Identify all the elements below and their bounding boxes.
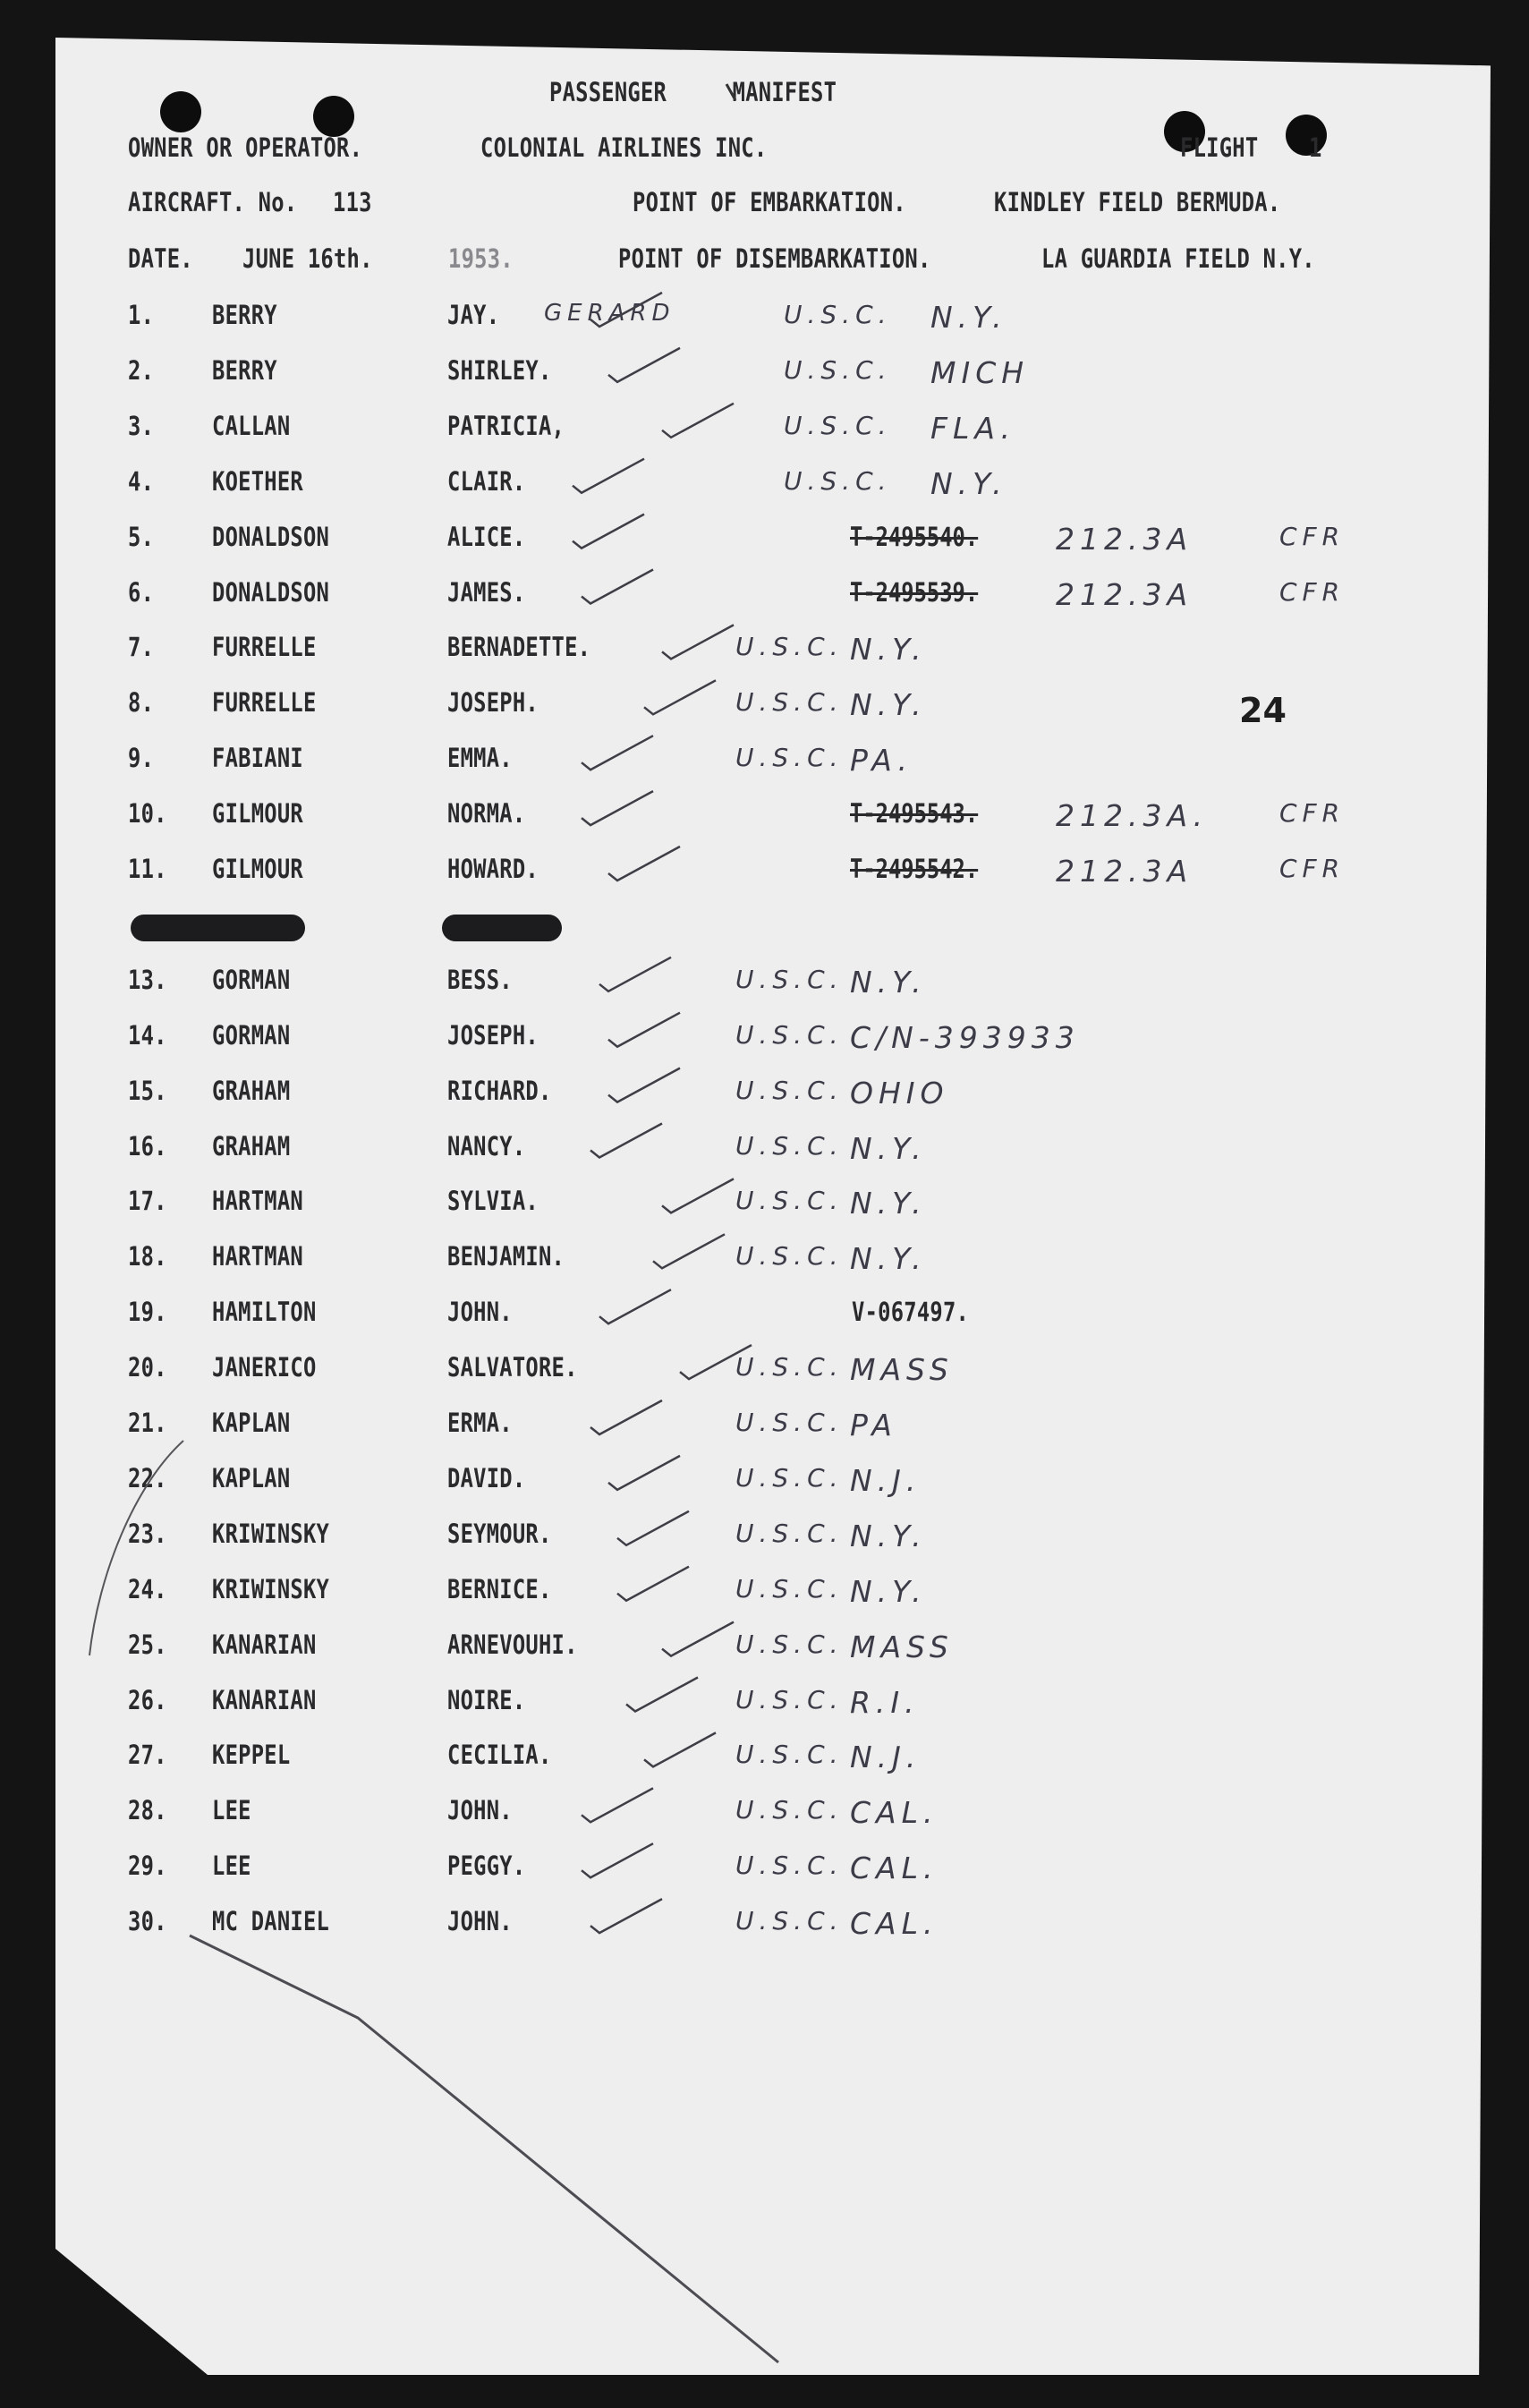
last-name: DONALDSON bbox=[212, 521, 330, 552]
last-name: GRAHAM bbox=[212, 1075, 291, 1106]
first-name: BERNICE. bbox=[447, 1573, 552, 1604]
row-number: 1. bbox=[128, 300, 155, 330]
embarkation-value: KINDLEY FIELD BERMUDA. bbox=[994, 187, 1281, 217]
row-number: 15. bbox=[128, 1075, 167, 1106]
citizenship-note: U.S.C. bbox=[784, 465, 892, 496]
first-name: BESS. bbox=[447, 964, 513, 995]
state-note: FLA. bbox=[930, 410, 1016, 446]
last-name: JANERICO bbox=[212, 1352, 317, 1383]
state-note: OHIO bbox=[850, 1075, 949, 1110]
date-year: 1953. bbox=[448, 243, 514, 274]
citizenship-note: U.S.C. bbox=[735, 1130, 844, 1161]
last-name: MC DANIEL bbox=[212, 1906, 330, 1937]
last-name: BERRY bbox=[212, 300, 277, 330]
last-name: KRIWINSKY bbox=[212, 1518, 330, 1549]
manifest-title: PASSENGER MANIFEST bbox=[549, 77, 837, 107]
owner-label: OWNER OR OPERATOR. bbox=[128, 132, 363, 163]
last-name: GORMAN bbox=[212, 1019, 291, 1051]
row-number: 29. bbox=[128, 1851, 167, 1882]
last-name: KAPLAN bbox=[212, 1408, 291, 1438]
state-note: PA bbox=[850, 1408, 897, 1442]
state-note: N.Y. bbox=[850, 1241, 927, 1277]
first-name: SHIRLEY. bbox=[447, 354, 552, 386]
citizenship-note: U.S.C. bbox=[735, 1075, 844, 1105]
citizenship-note: U.S.C. bbox=[735, 1462, 844, 1493]
state-note: N.Y. bbox=[850, 687, 927, 723]
flight-label: FLIGHT bbox=[1180, 132, 1259, 163]
owner-value: COLONIAL AIRLINES INC. bbox=[480, 132, 768, 163]
embarkation-label: POINT OF EMBARKATION. bbox=[633, 187, 906, 217]
last-name: HARTMAN bbox=[212, 1186, 303, 1217]
last-name: HAMILTON bbox=[212, 1297, 317, 1328]
citizenship-note: U.S.C. bbox=[784, 300, 892, 329]
citizenship-note: U.S.C. bbox=[784, 410, 892, 440]
first-name: JOSEPH. bbox=[447, 1019, 539, 1051]
state-note: R.I. bbox=[850, 1684, 920, 1720]
first-name: ALICE. bbox=[447, 521, 526, 552]
struck-document-number: T-2495543. bbox=[850, 798, 979, 830]
last-name: KANARIAN bbox=[212, 1629, 317, 1660]
cfr-reference: 212.3A bbox=[1056, 576, 1193, 612]
row-number: 19. bbox=[128, 1297, 167, 1328]
state-note: N.Y. bbox=[930, 465, 1007, 501]
state-note: C/N-393933 bbox=[850, 1019, 1080, 1055]
row-number: 21. bbox=[128, 1408, 167, 1438]
first-name: SALVATORE. bbox=[447, 1352, 578, 1383]
state-note: N.Y. bbox=[850, 1573, 927, 1609]
first-name: JOHN. bbox=[447, 1297, 513, 1328]
state-note: CAL. bbox=[850, 1795, 939, 1831]
aircraft-label: AIRCRAFT. No. bbox=[128, 187, 298, 217]
first-name: NANCY. bbox=[447, 1130, 526, 1161]
visa-number: V-067497. bbox=[852, 1297, 970, 1328]
last-name: DONALDSON bbox=[212, 576, 330, 608]
cfr-reference: 212.3A. bbox=[1056, 798, 1209, 834]
redacted-name-bar bbox=[442, 915, 562, 941]
citizenship-note: U.S.C. bbox=[735, 1518, 844, 1548]
last-name: KEPPEL bbox=[212, 1740, 291, 1771]
last-name: KANARIAN bbox=[212, 1684, 317, 1715]
cfr-code: CFR bbox=[1279, 576, 1346, 607]
citizenship-note: U.S.C. bbox=[735, 1573, 844, 1604]
state-note: MASS bbox=[850, 1629, 954, 1664]
state-note: N.Y. bbox=[850, 1518, 927, 1553]
first-name: CECILIA. bbox=[447, 1740, 552, 1771]
struck-document-number: T-2495542. bbox=[850, 854, 979, 884]
first-name: NOIRE. bbox=[447, 1684, 526, 1715]
first-name: RICHARD. bbox=[447, 1075, 552, 1106]
row-number: 10. bbox=[128, 798, 167, 830]
last-name: LEE bbox=[212, 1795, 251, 1826]
last-name: GRAHAM bbox=[212, 1130, 291, 1161]
first-name: ERMA. bbox=[447, 1408, 513, 1438]
citizenship-note: U.S.C. bbox=[784, 354, 892, 385]
citizenship-note: U.S.C. bbox=[735, 1795, 844, 1825]
flight-value: 1 bbox=[1309, 132, 1322, 163]
row-number: 30. bbox=[128, 1906, 167, 1937]
first-name: EMMA. bbox=[447, 743, 513, 774]
handwritten-name-note: GERARD bbox=[544, 300, 675, 327]
citizenship-note: U.S.C. bbox=[735, 1408, 844, 1437]
row-number: 6. bbox=[128, 576, 155, 608]
disembarkation-label: POINT OF DISEMBARKATION. bbox=[618, 243, 931, 274]
row-number: 11. bbox=[128, 854, 167, 884]
citizenship-note: U.S.C. bbox=[735, 1352, 844, 1383]
first-name: DAVID. bbox=[447, 1462, 526, 1493]
citizenship-note: U.S.C. bbox=[735, 1684, 844, 1715]
state-note: N.J. bbox=[850, 1462, 922, 1498]
row-number: 27. bbox=[128, 1740, 167, 1771]
row-number: 17. bbox=[128, 1186, 167, 1217]
cfr-code: CFR bbox=[1279, 854, 1346, 883]
citizenship-note: U.S.C. bbox=[735, 1241, 844, 1272]
citizenship-note: U.S.C. bbox=[735, 1019, 844, 1050]
row-number: 18. bbox=[128, 1241, 167, 1272]
first-name: JAMES. bbox=[447, 576, 526, 608]
row-number: 26. bbox=[128, 1684, 167, 1715]
cfr-code: CFR bbox=[1279, 521, 1346, 551]
struck-document-number: T-2495540. bbox=[850, 521, 979, 552]
state-note: N.Y. bbox=[930, 300, 1007, 335]
citizenship-note: U.S.C. bbox=[735, 1906, 844, 1936]
punch-hole bbox=[313, 96, 354, 137]
state-note: CAL. bbox=[850, 1906, 939, 1942]
first-name: HOWARD. bbox=[447, 854, 539, 884]
last-name: BERRY bbox=[212, 354, 277, 386]
citizenship-note: U.S.C. bbox=[735, 1851, 844, 1881]
last-name: FABIANI bbox=[212, 743, 303, 774]
first-name: BENJAMIN. bbox=[447, 1241, 565, 1272]
aircraft-value: 113 bbox=[333, 187, 372, 217]
date-label: DATE. bbox=[128, 243, 193, 274]
row-number: 8. bbox=[128, 687, 155, 719]
first-name: PATRICIA, bbox=[447, 410, 565, 441]
cfr-reference: 212.3A bbox=[1056, 854, 1193, 889]
disembarkation-value: LA GUARDIA FIELD N.Y. bbox=[1041, 243, 1315, 274]
last-name: GORMAN bbox=[212, 964, 291, 995]
state-note: N.Y. bbox=[850, 1130, 927, 1166]
citizenship-note: U.S.C. bbox=[735, 1629, 844, 1659]
state-note: N.J. bbox=[850, 1740, 922, 1775]
row-number: 24. bbox=[128, 1573, 167, 1604]
row-number: 20. bbox=[128, 1352, 167, 1383]
row-number: 22. bbox=[128, 1462, 167, 1493]
row-number: 7. bbox=[128, 632, 155, 663]
date-value: JUNE 16th. bbox=[242, 243, 373, 274]
first-name: JOHN. bbox=[447, 1906, 513, 1937]
row-number: 23. bbox=[128, 1518, 167, 1549]
citizenship-note: U.S.C. bbox=[735, 964, 844, 994]
first-name: NORMA. bbox=[447, 798, 526, 830]
state-note: N.Y. bbox=[850, 1186, 927, 1221]
state-note: MASS bbox=[850, 1352, 954, 1388]
first-name: PEGGY. bbox=[447, 1851, 526, 1882]
first-name: SYLVIA. bbox=[447, 1186, 539, 1217]
row-number: 13. bbox=[128, 964, 167, 995]
row-number: 9. bbox=[128, 743, 155, 774]
first-name: BERNADETTE. bbox=[447, 632, 591, 663]
citizenship-note: U.S.C. bbox=[735, 632, 844, 662]
corner-page-number: 24 bbox=[1239, 691, 1287, 730]
citizenship-note: U.S.C. bbox=[735, 1740, 844, 1770]
last-name: GILMOUR bbox=[212, 854, 303, 884]
first-name: JOHN. bbox=[447, 1795, 513, 1826]
row-number: 5. bbox=[128, 521, 155, 552]
state-note: MICH bbox=[930, 354, 1030, 390]
row-number: 28. bbox=[128, 1795, 167, 1826]
state-note: CAL. bbox=[850, 1851, 939, 1886]
row-number: 16. bbox=[128, 1130, 167, 1161]
first-name: CLAIR. bbox=[447, 465, 526, 497]
cfr-code: CFR bbox=[1279, 798, 1346, 829]
cfr-reference: 212.3A bbox=[1056, 521, 1193, 557]
last-name: GILMOUR bbox=[212, 798, 303, 830]
first-name: JOSEPH. bbox=[447, 687, 539, 719]
row-number: 14. bbox=[128, 1019, 167, 1051]
first-name: JAY. bbox=[447, 300, 500, 330]
last-name: KRIWINSKY bbox=[212, 1573, 330, 1604]
last-name: FURRELLE bbox=[212, 687, 317, 719]
state-note: N.Y. bbox=[850, 632, 927, 668]
state-note: N.Y. bbox=[850, 964, 927, 1000]
citizenship-note: U.S.C. bbox=[735, 1186, 844, 1216]
redacted-name-bar bbox=[131, 915, 305, 941]
row-number: 2. bbox=[128, 354, 155, 386]
first-name: ARNEVOUHI. bbox=[447, 1629, 578, 1660]
last-name: LEE bbox=[212, 1851, 251, 1882]
last-name: KAPLAN bbox=[212, 1462, 291, 1493]
row-number: 3. bbox=[128, 410, 155, 441]
row-number: 25. bbox=[128, 1629, 167, 1660]
last-name: FURRELLE bbox=[212, 632, 317, 663]
state-note: PA. bbox=[850, 743, 913, 779]
last-name: CALLAN bbox=[212, 410, 291, 441]
last-name: HARTMAN bbox=[212, 1241, 303, 1272]
last-name: KOETHER bbox=[212, 465, 303, 497]
struck-document-number: T-2495539. bbox=[850, 576, 979, 608]
punch-hole bbox=[160, 91, 201, 132]
first-name: SEYMOUR. bbox=[447, 1518, 552, 1549]
citizenship-note: U.S.C. bbox=[735, 743, 844, 773]
row-number: 4. bbox=[128, 465, 155, 497]
citizenship-note: U.S.C. bbox=[735, 687, 844, 718]
